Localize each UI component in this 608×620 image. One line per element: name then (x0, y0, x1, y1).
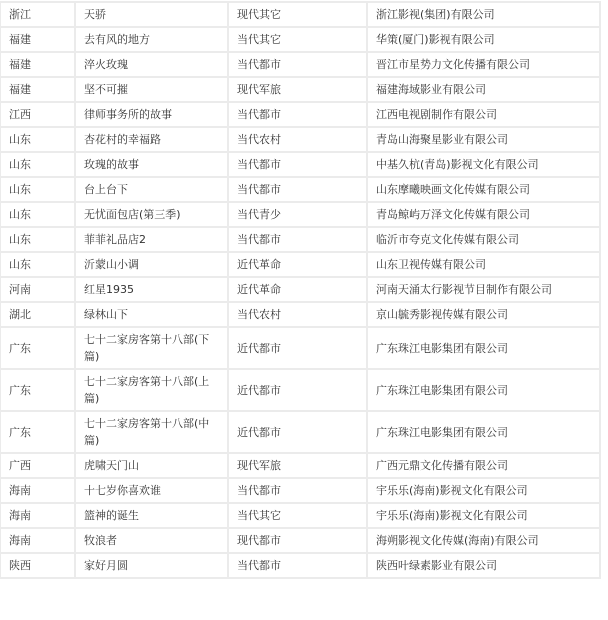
title-cell: 玫瑰的故事 (75, 152, 228, 177)
genre-cell: 当代都市 (228, 52, 367, 77)
province-cell: 湖北 (0, 302, 75, 327)
province-cell: 广东 (0, 411, 75, 453)
province-cell: 山东 (0, 227, 75, 252)
company-cell: 青岛山海聚星影业有限公司 (367, 127, 600, 152)
table-row (0, 302, 600, 327)
province-cell: 山东 (0, 127, 75, 152)
title-cell: 十七岁你喜欢谁 (75, 478, 228, 503)
company-cell: 海朔影视文化传媒(海南)有限公司 (367, 528, 600, 553)
title-cell: 天骄 (75, 2, 228, 27)
table-row (0, 202, 600, 227)
table-row (0, 27, 600, 52)
genre-cell: 近代都市 (228, 369, 367, 411)
genre-cell: 当代其它 (228, 503, 367, 528)
table-row (0, 277, 600, 302)
table-row (0, 503, 600, 528)
company-cell: 广东珠江电影集团有限公司 (367, 327, 600, 369)
table-row (0, 227, 600, 252)
company-cell: 广东珠江电影集团有限公司 (367, 369, 600, 411)
title-cell: 律师事务所的故事 (75, 102, 228, 127)
province-cell: 福建 (0, 27, 75, 52)
province-cell: 山东 (0, 202, 75, 227)
title-cell: 家好月圆 (75, 553, 228, 578)
company-cell: 陕西叶绿素影业有限公司 (367, 553, 600, 578)
title-cell: 七十二家房客第十八部(上篇) (75, 369, 228, 411)
table-row (0, 478, 600, 503)
table-row (0, 152, 600, 177)
table-row (0, 369, 600, 411)
title-cell: 篮神的诞生 (75, 503, 228, 528)
table-row (0, 528, 600, 553)
title-cell: 沂蒙山小调 (75, 252, 228, 277)
province-cell: 江西 (0, 102, 75, 127)
title-cell: 绿林山下 (75, 302, 228, 327)
genre-cell: 当代都市 (228, 478, 367, 503)
genre-cell: 当代青少 (228, 202, 367, 227)
title-cell: 七十二家房客第十八部(中篇) (75, 411, 228, 453)
province-cell: 广东 (0, 327, 75, 369)
province-cell: 广西 (0, 453, 75, 478)
genre-cell: 近代革命 (228, 252, 367, 277)
title-cell: 七十二家房客第十八部(下篇) (75, 327, 228, 369)
company-cell: 中基久杭(青岛)影视文化有限公司 (367, 152, 600, 177)
genre-cell: 现代军旅 (228, 77, 367, 102)
table-row (0, 102, 600, 127)
province-cell: 福建 (0, 77, 75, 102)
company-cell: 华策(厦门)影视有限公司 (367, 27, 600, 52)
drama-list-table (0, 1, 601, 579)
province-cell: 广东 (0, 369, 75, 411)
company-cell: 青岛鲸屿万泽文化传媒有限公司 (367, 202, 600, 227)
company-cell: 河南天涌太行影视节目制作有限公司 (367, 277, 600, 302)
province-cell: 河南 (0, 277, 75, 302)
province-cell: 山东 (0, 152, 75, 177)
province-cell: 福建 (0, 52, 75, 77)
table-row (0, 77, 600, 102)
genre-cell: 现代都市 (228, 528, 367, 553)
province-cell: 山东 (0, 177, 75, 202)
title-cell: 杏花村的幸福路 (75, 127, 228, 152)
table-row (0, 2, 600, 27)
table-row (0, 252, 600, 277)
company-cell: 山东摩曦映画文化传媒有限公司 (367, 177, 600, 202)
province-cell: 陕西 (0, 553, 75, 578)
company-cell: 广西元鼎文化传播有限公司 (367, 453, 600, 478)
genre-cell: 当代都市 (228, 102, 367, 127)
title-cell: 台上台下 (75, 177, 228, 202)
title-cell: 淬火玫瑰 (75, 52, 228, 77)
table-row (0, 52, 600, 77)
table-row (0, 411, 600, 453)
genre-cell: 当代都市 (228, 177, 367, 202)
genre-cell: 当代农村 (228, 302, 367, 327)
genre-cell: 现代军旅 (228, 453, 367, 478)
table-row (0, 177, 600, 202)
company-cell: 福建海域影业有限公司 (367, 77, 600, 102)
genre-cell: 近代都市 (228, 327, 367, 369)
genre-cell: 近代都市 (228, 411, 367, 453)
title-cell: 红星1935 (75, 277, 228, 302)
table-body (0, 2, 600, 578)
province-cell: 海南 (0, 478, 75, 503)
genre-cell: 当代都市 (228, 227, 367, 252)
company-cell: 广东珠江电影集团有限公司 (367, 411, 600, 453)
province-cell: 浙江 (0, 2, 75, 27)
title-cell: 去有风的地方 (75, 27, 228, 52)
company-cell: 晋江市星势力文化传播有限公司 (367, 52, 600, 77)
title-cell: 无忧面包店(第三季) (75, 202, 228, 227)
company-cell: 临沂市夸克文化传媒有限公司 (367, 227, 600, 252)
title-cell: 牧浪者 (75, 528, 228, 553)
company-cell: 山东卫视传媒有限公司 (367, 252, 600, 277)
genre-cell: 当代都市 (228, 553, 367, 578)
company-cell: 宇乐乐(海南)影视文化有限公司 (367, 478, 600, 503)
province-cell: 山东 (0, 252, 75, 277)
genre-cell: 当代农村 (228, 127, 367, 152)
genre-cell: 当代其它 (228, 27, 367, 52)
table-row (0, 127, 600, 152)
genre-cell: 近代革命 (228, 277, 367, 302)
table-row (0, 327, 600, 369)
title-cell: 虎啸天门山 (75, 453, 228, 478)
province-cell: 海南 (0, 528, 75, 553)
company-cell: 宇乐乐(海南)影视文化有限公司 (367, 503, 600, 528)
table-row (0, 553, 600, 578)
province-cell: 海南 (0, 503, 75, 528)
company-cell: 江西电视剧制作有限公司 (367, 102, 600, 127)
company-cell: 浙江影视(集团)有限公司 (367, 2, 600, 27)
title-cell: 坚不可摧 (75, 77, 228, 102)
title-cell: 菲菲礼品店2 (75, 227, 228, 252)
table-row (0, 453, 600, 478)
genre-cell: 当代都市 (228, 152, 367, 177)
genre-cell: 现代其它 (228, 2, 367, 27)
company-cell: 京山毓秀影视传媒有限公司 (367, 302, 600, 327)
